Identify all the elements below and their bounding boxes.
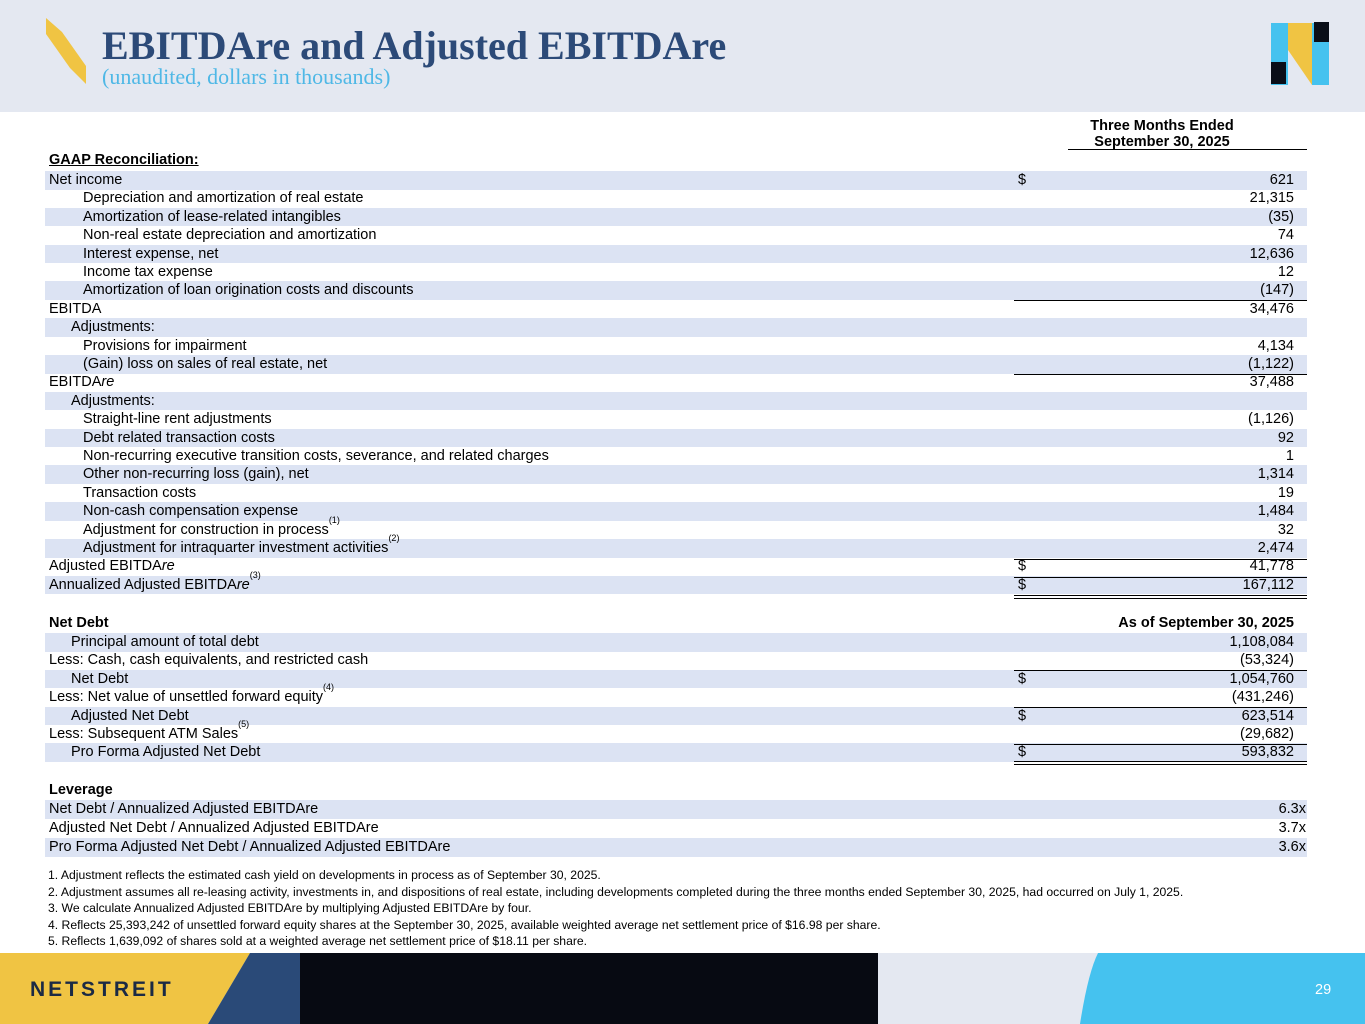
- table-row: [45, 263, 1307, 282]
- total-double-rule: [1014, 761, 1307, 765]
- row-label-text: Adjusted Net Debt: [71, 707, 189, 724]
- table-row: [45, 533, 1307, 558]
- row-value: (431,246): [1231, 689, 1294, 706]
- leverage-header-row: [45, 781, 1307, 800]
- row-value: 1: [1285, 448, 1294, 464]
- row-label-adjustments: [71, 318, 155, 337]
- row-label-text: Depreciation and amortization of real estate: [83, 190, 364, 207]
- row-value: 92: [1277, 429, 1294, 446]
- footnote: 5. Reflects 1,639,092 of shares sold at a weighted average net settlement price of $18.11 per share.: [48, 934, 588, 949]
- row-value: 41,778: [1249, 558, 1294, 575]
- column-header-rule: [1068, 149, 1307, 150]
- row-label-text: Less: Net value of unsettled forward equity: [49, 689, 324, 706]
- footnote-ref: (1): [328, 514, 340, 525]
- table-row: [45, 557, 1307, 576]
- row-value: 1,054,760: [1229, 670, 1294, 687]
- row-label-net-debt-annualized-adjusted-ebitdare: [49, 800, 318, 819]
- row-value: 19: [1277, 484, 1294, 501]
- dollar-sign: $: [1018, 172, 1027, 188]
- row-value: 1,484: [1257, 503, 1294, 520]
- page-title: EBITDAre and Adjusted EBITDAre: [102, 23, 727, 68]
- table-row: [45, 392, 1307, 411]
- footnote-ref: (4): [323, 682, 335, 693]
- row-label-pro-forma-adjusted-net-debt-annualized-adjusted-ebitdare: [49, 838, 450, 857]
- section-label-leverage: Leverage: [49, 782, 113, 798]
- row-value: 1,108,084: [1229, 634, 1294, 650]
- net-debt-header-row: [45, 614, 1307, 633]
- row-label-ebitdare: [49, 373, 114, 392]
- dollar-sign: $: [1018, 670, 1027, 687]
- row-label-text: Net Debt / Annualized Adjusted EBITDAre: [49, 801, 319, 817]
- row-label-text: Annualized Adjusted EBITDA: [49, 576, 237, 593]
- table-row: [45, 410, 1307, 429]
- row-value: 12,636: [1249, 245, 1294, 262]
- subtotal-rule: [1014, 374, 1307, 375]
- table-row: [45, 819, 1307, 838]
- table-row: [45, 447, 1307, 466]
- row-value: 74: [1277, 227, 1294, 244]
- column-header-three-months: [1060, 118, 1264, 150]
- row-label-provisions-for-impairment: [83, 337, 247, 356]
- row-value: 6.3x: [1278, 801, 1306, 817]
- row-value: 1,314: [1257, 466, 1294, 483]
- table-row: [45, 670, 1307, 689]
- table-row: [45, 171, 1307, 190]
- table-row: [45, 208, 1307, 227]
- table-row: [45, 189, 1307, 208]
- footnote: 3. We calculate Annualized Adjusted EBITDAre by multiplying Adjusted EBITDAre by four.: [48, 901, 532, 916]
- table-row: [45, 337, 1307, 356]
- subtotal-rule: [1014, 707, 1307, 708]
- footnote-ref: (3): [249, 569, 261, 580]
- row-value: 167,112: [1242, 576, 1294, 593]
- row-label-ebitda: [49, 300, 101, 319]
- row-label-text: Adjustment for construction in process: [83, 521, 329, 538]
- row-value: 621: [1269, 172, 1294, 188]
- row-label-text: Other non-recurring loss (gain), net: [83, 466, 309, 483]
- table-row: [45, 484, 1307, 503]
- row-label-debt-related-transaction-costs: [83, 429, 275, 448]
- page-header: [0, 0, 1365, 112]
- row-label-italic: re: [236, 576, 250, 593]
- table-row: [45, 245, 1307, 264]
- row-label-text: Pro Forma Adjusted Net Debt: [71, 744, 261, 761]
- row-label-text: (Gain) loss on sales of real estate, net: [83, 356, 328, 372]
- row-label-transaction-costs: [83, 484, 196, 503]
- table-row: [45, 300, 1307, 319]
- row-value: 34,476: [1249, 300, 1294, 317]
- table-row: [45, 707, 1307, 726]
- brand-logotype: NETSTREIT: [30, 978, 174, 1001]
- row-label-other-non-recurring-loss-gain-net: [83, 465, 309, 484]
- row-label-gain-loss-on-sales-of-real-estate-net: [83, 355, 327, 374]
- row-label-net-debt: [71, 670, 128, 689]
- row-label-text: Adjusted EBITDA: [49, 558, 162, 575]
- row-label-text: Debt related transaction costs: [83, 429, 275, 446]
- row-value: 32: [1277, 521, 1294, 538]
- row-value: 21,315: [1249, 190, 1294, 207]
- row-label-text: Amortization of lease-related intangibles: [83, 208, 341, 225]
- column-header-line1: Three Months Ended: [1090, 118, 1234, 134]
- row-value: 3.7x: [1278, 820, 1306, 836]
- row-label-text: Amortization of loan origination costs and discounts: [83, 282, 414, 299]
- footnote-ref: (2): [388, 533, 400, 544]
- row-label-text: Net income: [49, 172, 123, 188]
- footnotes: [48, 867, 1183, 950]
- row-label-text: Principal amount of total debt: [71, 634, 259, 650]
- row-label-less-cash-cash-equivalents-and-restricted-cash: [49, 651, 368, 670]
- section-label-net-debt: Net Debt: [49, 615, 109, 631]
- chevron-icon: [0, 0, 90, 90]
- subtotal-rule: [1014, 559, 1307, 560]
- table-row: [45, 465, 1307, 484]
- subtotal-rule: [1014, 300, 1307, 301]
- table-row: [45, 838, 1307, 857]
- page-subtitle: (unaudited, dollars in thousands): [102, 64, 391, 89]
- row-label-income-tax-expense: [83, 263, 213, 282]
- table-row: [45, 743, 1307, 762]
- column-header-line2: September 30, 2025: [1094, 134, 1230, 150]
- row-value: 37,488: [1249, 374, 1294, 391]
- row-label-text: Adjustments:: [71, 392, 155, 409]
- row-label-adjusted-ebitdare: [49, 557, 175, 576]
- row-value: (1,126): [1248, 411, 1294, 428]
- dollar-sign: $: [1018, 576, 1027, 593]
- table-row: [45, 355, 1307, 374]
- row-label-italic: re: [101, 374, 115, 391]
- row-label-amortization-of-lease-related-intangibles: [83, 208, 341, 227]
- row-label-less-net-value-of-unsettled-forward-equity: [49, 682, 335, 707]
- table-row: [45, 281, 1307, 300]
- table-row: [45, 514, 1307, 540]
- row-label-non-recurring-executive-transition-costs-severance-and-related-charges: [83, 447, 549, 466]
- table-row: [45, 502, 1307, 521]
- table-row: [45, 651, 1307, 670]
- row-label-text: Net Debt: [71, 670, 129, 687]
- column-header-as-of: As of September 30, 2025: [1118, 615, 1294, 631]
- row-label-text: Provisions for impairment: [83, 337, 247, 354]
- row-label-text: Non-recurring executive transition costs, severance, and related charges: [83, 448, 549, 464]
- row-label-text: Adjustments:: [71, 319, 155, 336]
- row-label-depreciation-and-amortization-of-real-estate: [83, 189, 364, 208]
- row-label-text: EBITDA: [49, 300, 102, 317]
- row-label-text: Straight-line rent adjustments: [83, 411, 272, 428]
- row-value: (53,324): [1239, 652, 1294, 669]
- row-value: 593,832: [1241, 744, 1294, 761]
- subtotal-rule: [1014, 670, 1307, 671]
- table-row: [45, 682, 1307, 707]
- row-value: 12: [1277, 264, 1294, 280]
- row-label-non-cash-compensation-expense: [83, 502, 298, 521]
- row-label-italic: re: [161, 558, 175, 575]
- table-row: [45, 569, 1307, 595]
- row-label-adjustments: [71, 392, 155, 411]
- table-row: [45, 226, 1307, 245]
- row-label-adjustment-for-construction-in-process: [83, 514, 340, 540]
- table-row: [45, 800, 1307, 819]
- row-label-straight-line-rent-adjustments: [83, 410, 272, 429]
- table-row: [45, 373, 1307, 392]
- footer-band: [0, 953, 1365, 1024]
- dollar-sign: $: [1018, 744, 1027, 761]
- section-label-gaap: GAAP Reconciliation:: [49, 152, 199, 168]
- row-label-text: Less: Cash, cash equivalents, and restricted cash: [49, 652, 369, 669]
- row-label-text: Adjustment for intraquarter investment activities: [83, 540, 389, 556]
- row-value: (35): [1268, 208, 1294, 225]
- footnote: 4. Reflects 25,393,242 of unsettled forward equity shares at the September 30, 2025, available weighted average net settlement price of $16.98 per share.: [48, 917, 881, 932]
- row-label-interest-expense-net: [83, 245, 218, 264]
- row-label-text: Interest expense, net: [83, 245, 219, 262]
- row-label-text: Pro Forma Adjusted Net Debt / Annualized Adjusted EBITDAre: [49, 839, 451, 855]
- row-value: (29,682): [1239, 726, 1294, 742]
- subtotal-rule: [1014, 744, 1307, 745]
- footnote-ref: (5): [238, 719, 250, 730]
- row-label-pro-forma-adjusted-net-debt: [71, 743, 260, 762]
- row-value: (147): [1260, 282, 1294, 299]
- row-value: 2,474: [1257, 540, 1294, 556]
- row-label-net-income: [49, 171, 122, 190]
- footnote: 2. Adjustment assumes all re-leasing activity, investments in, and dispositions of real estate, including developments completed during the three months ended September 30, 2025, had occurred on July 1, 2025.: [48, 884, 1184, 899]
- row-label-annualized-adjusted-ebitdare: [49, 569, 261, 595]
- row-label-amortization-of-loan-origination-costs-and-discounts: [83, 281, 413, 300]
- page-number: 29: [1315, 982, 1332, 998]
- dollar-sign: $: [1018, 707, 1027, 724]
- table-row: [45, 318, 1307, 337]
- row-value: 4,134: [1257, 337, 1294, 354]
- row-value: (1,122): [1248, 356, 1294, 372]
- row-label-adjusted-net-debt: [71, 707, 189, 726]
- row-label-text: Adjusted Net Debt / Annualized Adjusted EBITDAre: [49, 820, 379, 836]
- row-label-text: Transaction costs: [83, 484, 197, 501]
- row-label-text: Income tax expense: [83, 264, 213, 280]
- row-label-principal-amount-of-total-debt: [71, 633, 259, 652]
- table-row: [45, 429, 1307, 448]
- row-label-text: Non-real estate depreciation and amortization: [83, 227, 377, 244]
- total-double-rule: [1014, 595, 1307, 599]
- row-value: 3.6x: [1278, 839, 1306, 855]
- row-label-text: Non-cash compensation expense: [83, 503, 299, 520]
- table-row: [45, 719, 1307, 744]
- row-label-non-real-estate-depreciation-and-amortization: [83, 226, 376, 245]
- row-value: 623,514: [1241, 707, 1294, 724]
- row-label-less-subsequent-atm-sales: [49, 719, 250, 744]
- row-label-adjustment-for-intraquarter-investment-activities: [83, 533, 400, 558]
- row-label-adjusted-net-debt-annualized-adjusted-ebitdare: [49, 819, 379, 838]
- section-label-row: [45, 151, 1307, 170]
- table-row: [45, 633, 1307, 652]
- subtotal-rule: [1014, 577, 1307, 578]
- netstreit-logo-icon: [1268, 20, 1332, 88]
- footnote: 1. Adjustment reflects the estimated cash yield on developments in process as of September 30, 2025.: [48, 868, 601, 882]
- dollar-sign: $: [1018, 558, 1027, 575]
- row-label-text: Less: Subsequent ATM Sales: [49, 726, 239, 742]
- row-label-text: EBITDA: [49, 374, 102, 391]
